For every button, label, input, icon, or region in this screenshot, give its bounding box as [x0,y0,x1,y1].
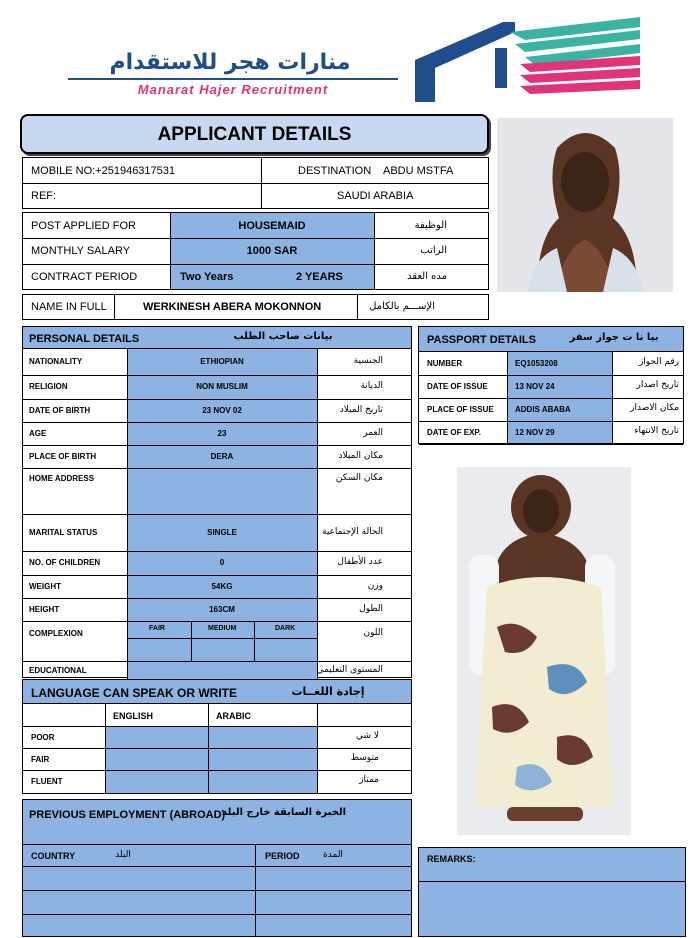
page-title: APPLICANT DETAILS [157,124,352,145]
language-row-label: POOR [31,733,55,742]
personal-row-value: 54KG [211,582,233,591]
passport-row-value: 12 NOV 29 [515,428,555,437]
language-row-label: FAIR [31,755,50,764]
personal-row-label: WEIGHT [29,582,61,591]
employment-section [22,799,412,937]
complexion-label-ar: اللون [363,628,383,638]
language-row-label-ar: متوسط [350,753,379,763]
personal-row-label-ar: الطول [359,604,383,614]
personal-row-label: NO. OF CHILDREN [29,558,101,567]
employment-period-label-ar: المدة [323,850,343,860]
language-row-label-ar: لا شي [355,731,379,741]
complexion-fair: FAIR [149,625,165,632]
personal-row-label: DATE OF BIRTH [29,406,91,415]
logo-english-name: Manarat Hajer Recruitment [137,82,329,97]
passport-row-label-ar: تاريخ الانتهاء [634,426,679,436]
passport-row-label-ar: تاريخ اصدار [636,380,679,390]
passport-details-section [418,326,684,444]
passport-row-label: NUMBER [427,359,463,368]
language-section [22,679,412,794]
personal-row-value: 0 [219,558,225,567]
contract-label-ar: مده العقد [407,271,447,282]
personal-row-label: PLACE OF BIRTH [29,452,97,461]
contract-value-text: Two Years [180,271,234,283]
employment-period-label: PERIOD [265,851,300,861]
mobile-number: MOBILE NO:+251946317531 [31,165,176,177]
passport-row-label: DATE OF EXP. [427,428,481,437]
passport-title-ar: بيا نا ت جواز سفر [569,332,659,343]
complexion-label: COMPLEXION [29,629,83,638]
passport-row-value: ADDIS ABABA [515,405,571,414]
remarks-label: REMARKS: [427,854,476,864]
personal-row-value: 23 [217,429,227,438]
name-value: WERKINESH ABERA MOKONNON [143,301,322,313]
personal-row-label-ar: مكان الميلاد [338,451,383,461]
destination-value: ABDU MSTFA [383,165,454,177]
name-label: NAME IN FULL [31,301,107,313]
full-name-row [22,294,489,320]
post-label-ar: الوظيفة [414,220,447,231]
passport-row-value: 13 NOV 24 [515,382,555,391]
logo-arabic-name: منارات هجر للاستقدام [109,50,351,75]
personal-row-value: ETHIOPIAN [200,357,244,366]
personal-row-label: MARITAL STATUS [29,528,98,537]
passport-row-value: EQ1053208 [515,359,558,368]
header-info [22,157,489,209]
employment-title: PREVIOUS EMPLOYMENT (ABROAD) [29,809,226,821]
language-title-ar: إجادة اللغــات [291,685,365,698]
salary-label-ar: الراتب [420,245,447,256]
language-row-label-ar: ممتاز [359,775,379,785]
job-details [22,212,489,290]
personal-row-value: DERA [210,452,234,461]
post-label: POST APPLIED FOR [31,220,136,232]
language-title: LANGUAGE CAN SPEAK OR WRITE [31,686,238,700]
ref-label: REF: [31,190,57,202]
passport-row-label-ar: رقم الجواز [638,357,679,367]
employment-country-label-ar: البلد [115,850,131,860]
passport-row-label: PLACE OF ISSUE [427,405,494,414]
destination-country: SAUDI ARABIA [337,190,414,202]
complexion-dark: DARK [275,625,296,632]
remarks-box [418,847,686,937]
personal-row-label: HEIGHT [29,605,60,614]
personal-row-label-ar: وزن [367,581,383,591]
page-title-box [20,114,489,154]
personal-details-section [22,326,412,678]
salary-label: MONTHLY SALARY [31,245,131,257]
post-value: HOUSEMAID [238,220,306,232]
complexion-medium: MEDIUM [208,625,237,632]
educational-label: EDUCATIONAL [29,666,87,675]
personal-row-value: 163CM [209,605,235,614]
employment-title-ar: الخبرة السابقة خارج البلد [221,807,347,818]
passport-row-label-ar: مكان الاصدار [630,403,679,413]
language-col-arabic: ARABIC [216,711,251,721]
personal-row-value: NON MUSLIM [196,382,248,391]
personal-row-label: AGE [29,429,47,438]
company-logo [60,12,640,104]
salary-value: 1000 SAR [246,245,298,257]
contract-value-number: 2 YEARS [296,271,343,283]
personal-row-value: SINGLE [207,528,237,537]
personal-row-value: 23 NOV 02 [202,406,242,415]
contract-label: CONTRACT PERIOD [31,271,138,283]
passport-row-label: DATE OF ISSUE [427,382,488,391]
passport-title: PASSPORT DETAILS [427,334,536,346]
personal-details-title: PERSONAL DETAILS [29,333,140,345]
personal-row-label-ar: الحالة الإجتماعية [322,527,383,537]
personal-row-label-ar: الديانة [360,381,383,391]
personal-row-label-ar: الجنسية [353,356,383,366]
personal-row-label-ar: العمر [363,428,383,438]
logo-underline [68,78,398,80]
destination-label: DESTINATION [298,165,372,177]
personal-row-label: HOME ADDRESS [29,474,95,483]
personal-details-title-ar: بيانات صاحب الطلب [233,331,333,342]
language-col-english: ENGLISH [113,711,154,721]
personal-row-label-ar: عدد الأطفال [337,557,383,567]
language-row-label: FLUENT [31,777,63,786]
applicant-portrait-photo [497,118,673,292]
name-label-ar: الإســـم بالكامل [369,301,435,312]
personal-row-label-ar: مكان السكن [335,473,383,483]
applicant-full-body-photo [457,467,631,835]
personal-row-label: NATIONALITY [29,357,83,366]
logo-house-icon [415,12,640,104]
employment-country-label: COUNTRY [31,851,76,861]
personal-row-label-ar: تاريخ الميلاد [339,405,383,415]
educational-label-ar: المستوى التعليمي [316,665,383,675]
personal-row-label: RELIGION [29,382,68,391]
